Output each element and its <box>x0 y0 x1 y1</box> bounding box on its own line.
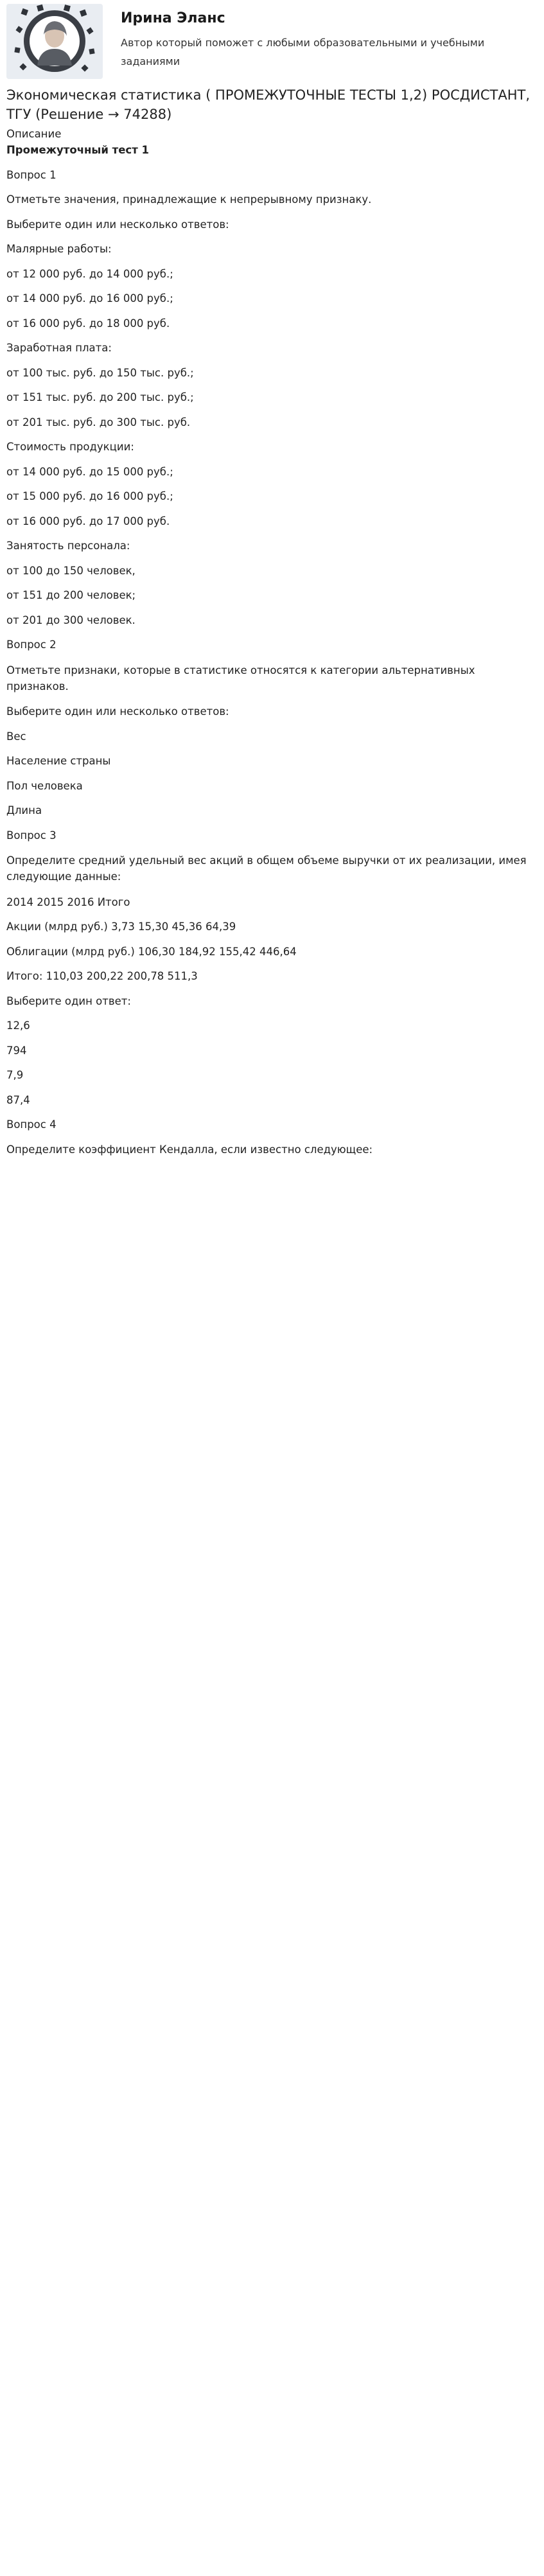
section-heading: Промежуточный тест 1 <box>6 144 149 156</box>
document-title: Экономическая статистика ( ПРОМЕЖУТОЧНЫЕ ТЕСТЫ 1,2) РОСДИСТАНТ, ТГУ (Решение → 74288) <box>6 87 531 122</box>
document-line: Акции (млрд руб.) 3,73 15,30 45,36 64,39 <box>6 921 236 933</box>
document-line: от 100 до 150 человек, <box>6 564 136 577</box>
document-line: Малярные работы: <box>6 243 112 255</box>
document-line: Вес <box>6 730 26 743</box>
document-line: Пол человека <box>6 779 83 792</box>
author-card <box>6 4 538 81</box>
document-line: от 14 000 руб. до 16 000 руб.; <box>6 292 173 304</box>
document-line: Население страны <box>6 755 111 767</box>
author-description: Автор который поможет с любыми образовательными и учебными заданиями <box>121 37 485 67</box>
document-line: Итого: 110,03 200,22 200,78 511,3 <box>6 970 198 982</box>
document-line: Занятость персонала: <box>6 540 130 552</box>
document-line: 12,6 <box>6 1019 30 1032</box>
document-line: от 151 тыс. руб. до 200 тыс. руб.; <box>6 391 194 403</box>
document-line: Определите средний удельный вес акций в общем объеме выручки от их реализации, имея следующие данные: <box>6 854 527 883</box>
document-line: Вопрос 1 <box>6 168 57 181</box>
avatar-photo-icon <box>6 4 103 79</box>
document-line: Стоимость продукции: <box>6 441 134 453</box>
document-line: от 12 000 руб. до 14 000 руб.; <box>6 267 173 280</box>
document-line: Выберите один или несколько ответов: <box>6 705 229 718</box>
document-line: Определите коэффициент Кендалла, если известно следующее: <box>6 1143 373 1156</box>
document-line: 794 <box>6 1044 27 1057</box>
document-line: Вопрос 4 <box>6 1118 57 1131</box>
document-line: от 16 000 руб. до 17 000 руб. <box>6 515 170 527</box>
document-line: Вопрос 2 <box>6 639 57 651</box>
document-line: от 151 до 200 человек; <box>6 589 136 601</box>
document-line: Отметьте значения, принадлежащие к непрерывному признаку. <box>6 193 372 206</box>
document-line: 2014 2015 2016 Итого <box>6 895 130 908</box>
author-name[interactable]: Ирина Эланс <box>121 10 225 26</box>
document-line: Выберите один или несколько ответов: <box>6 218 229 231</box>
document-line: Заработная плата: <box>6 342 112 354</box>
document-line: от 15 000 руб. до 16 000 руб.; <box>6 490 173 502</box>
document-line: Выберите один ответ: <box>6 994 131 1007</box>
document-line: от 100 тыс. руб. до 150 тыс. руб.; <box>6 366 194 379</box>
author-avatar[interactable] <box>6 4 103 79</box>
description-label: Описание <box>6 128 62 140</box>
document-line: Отметьте признаки, которые в статистике относятся к категории альтернативных признаков. <box>6 664 475 693</box>
document <box>6 85 538 1167</box>
document-line: 7,9 <box>6 1069 24 1081</box>
document-line: Облигации (млрд руб.) 106,30 184,92 155,42 446,64 <box>6 945 297 958</box>
document-line: от 16 000 руб. до 18 000 руб. <box>6 317 170 330</box>
document-line: Длина <box>6 804 42 816</box>
document-line: от 14 000 руб. до 15 000 руб.; <box>6 465 173 478</box>
document-line: от 201 до 300 человек. <box>6 613 136 626</box>
document-line: Вопрос 3 <box>6 829 57 842</box>
document-line: от 201 тыс. руб. до 300 тыс. руб. <box>6 416 191 428</box>
document-content <box>6 143 538 1157</box>
document-line: 87,4 <box>6 1093 30 1106</box>
